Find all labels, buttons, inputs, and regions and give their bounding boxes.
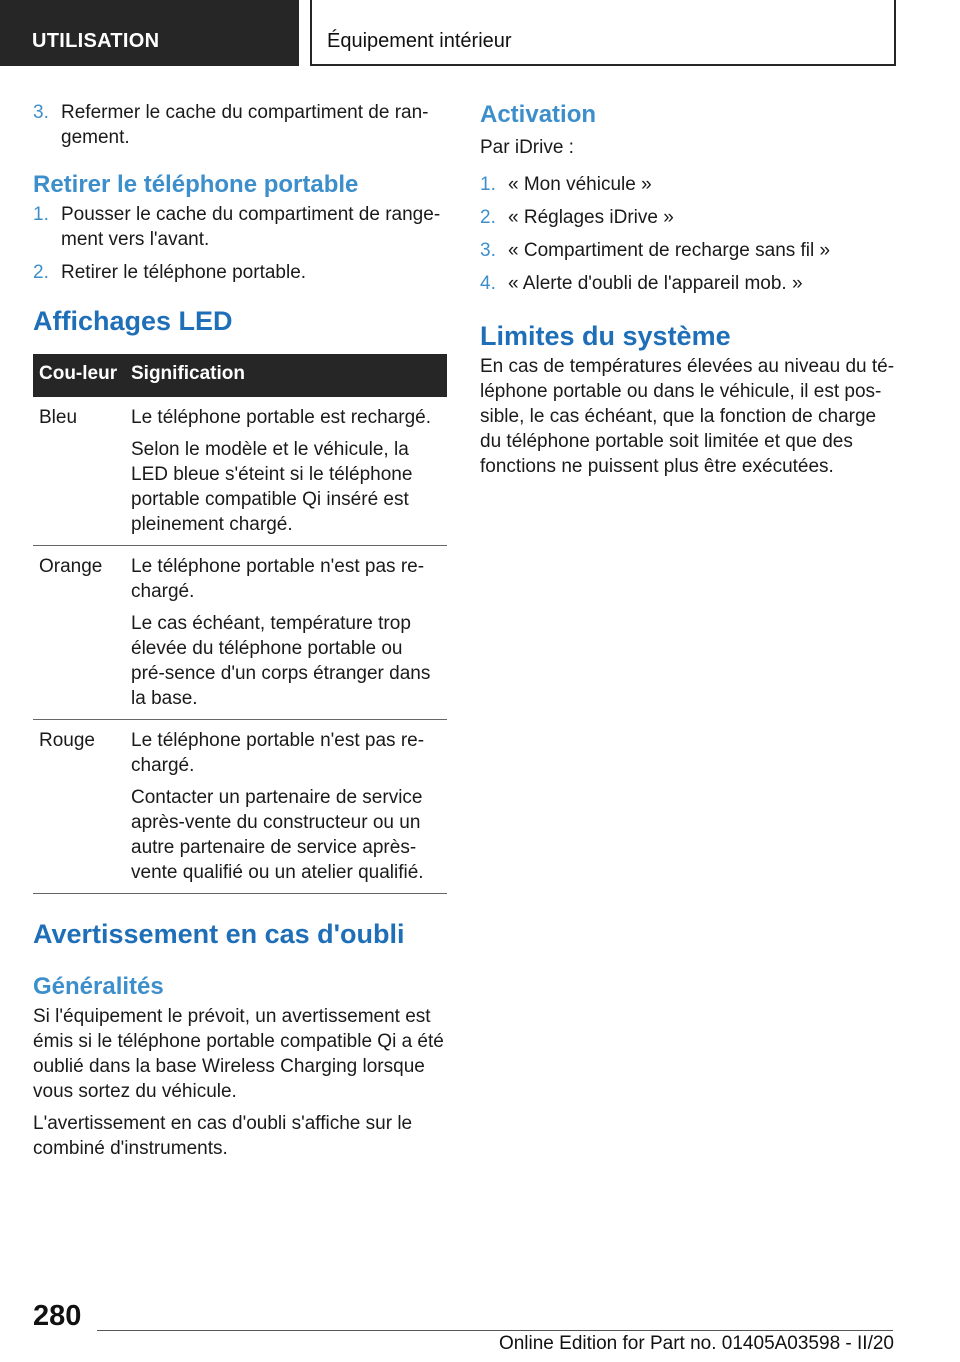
list-item — [480, 172, 895, 197]
step-number: 2. — [33, 262, 49, 283]
column-header-meaning: Signification — [125, 354, 447, 397]
page-number: 280 — [33, 1300, 82, 1332]
column-header-color: Cou‐leur — [33, 354, 125, 397]
step-list-continued — [33, 100, 447, 150]
section-title-retirer: Retirer le téléphone portable — [33, 171, 359, 198]
step-number: 1. — [33, 204, 49, 225]
activation-intro: Par iDrive : — [480, 137, 574, 158]
table-row — [33, 720, 447, 894]
list-item — [480, 205, 895, 230]
section-title-limites: Limites du système — [480, 321, 731, 351]
cell-text: Le téléphone portable n'est pas re‐chargé. — [131, 730, 425, 776]
list-item — [480, 271, 895, 296]
step-number: 4. — [480, 273, 496, 294]
paragraph: Si l'équipement le prévoit, un avertissement est émis si le téléphone portable compatible Qi a été oublié dans la base Wireless Charging lorsque vous sortez du véhicule. — [33, 1006, 444, 1102]
step-text: Retirer le téléphone portable. — [61, 262, 307, 283]
step-text: « Réglages iDrive » — [508, 207, 674, 228]
list-item — [33, 100, 447, 150]
retirer-steps — [33, 202, 447, 285]
step-number: 1. — [480, 174, 496, 195]
cell-color: Rouge — [39, 730, 95, 751]
edition-note: Online Edition for Part no. 01405A03598 - II/20 — [498, 1333, 894, 1354]
cell-meaning — [125, 720, 447, 894]
list-item — [480, 238, 895, 263]
activation-steps — [480, 172, 895, 296]
right-column — [480, 100, 895, 479]
section-title-oubli: Avertissement en cas d'oubli — [33, 919, 405, 949]
section-header: UTILISATION — [0, 0, 299, 66]
cell-color: Bleu — [39, 407, 78, 428]
table-row — [33, 546, 447, 720]
cell-text: Le téléphone portable est rechargé. — [131, 407, 431, 428]
section-title-activation: Activation — [480, 101, 597, 128]
step-text: Refermer le cache du compartiment de ran‐gement. — [61, 102, 429, 148]
left-column — [33, 100, 447, 1161]
cell-text: Selon le modèle et le véhicule, la LED bleue s'éteint si le téléphone portable compatible Qi inséré est pleinement chargé. — [131, 439, 413, 535]
cell-meaning — [125, 546, 447, 720]
step-text: « Compartiment de recharge sans fil » — [508, 240, 831, 261]
cell-text: Le cas échéant, température trop élevée du téléphone portable ou pré‐sence d'un corps étranger dans la base. — [131, 613, 431, 709]
list-item — [33, 202, 447, 252]
cell-color: Orange — [39, 556, 103, 577]
paragraph: En cas de températures élevées au niveau du té‐léphone portable ou dans le véhicule, il est pos‐sible, le cas échéant, que la fonction de charge du téléphone portable soit limitée et que des fonctions ne puissent plus être exécutées. — [480, 356, 895, 477]
cell-text: Contacter un partenaire de service après-vente du constructeur ou un autre partenaire de service après-vente qualifié ou un atelier qualifié. — [131, 787, 424, 883]
cell-text: Le téléphone portable n'est pas re‐chargé. — [131, 556, 425, 602]
chapter-header: Équipement intérieur — [310, 0, 896, 66]
paragraph: L'avertissement en cas d'oubli s'affiche sur le combiné d'instruments. — [33, 1113, 413, 1159]
step-text: « Alerte d'oubli de l'appareil mob. » — [508, 273, 803, 294]
led-table — [33, 354, 447, 894]
step-text: « Mon véhicule » — [508, 174, 652, 195]
section-title-led: Affichages LED — [33, 306, 233, 336]
step-number: 2. — [480, 207, 496, 228]
step-number: 3. — [480, 240, 496, 261]
step-number: 3. — [33, 102, 49, 123]
table-header-row — [33, 354, 447, 397]
cell-meaning — [125, 397, 447, 546]
footer-divider — [97, 1330, 893, 1331]
table-row — [33, 397, 447, 546]
subsection-title-generalites: Généralités — [33, 973, 164, 1000]
list-item — [33, 260, 447, 285]
step-text: Pousser le cache du compartiment de range‐ment vers l'avant. — [61, 204, 441, 250]
